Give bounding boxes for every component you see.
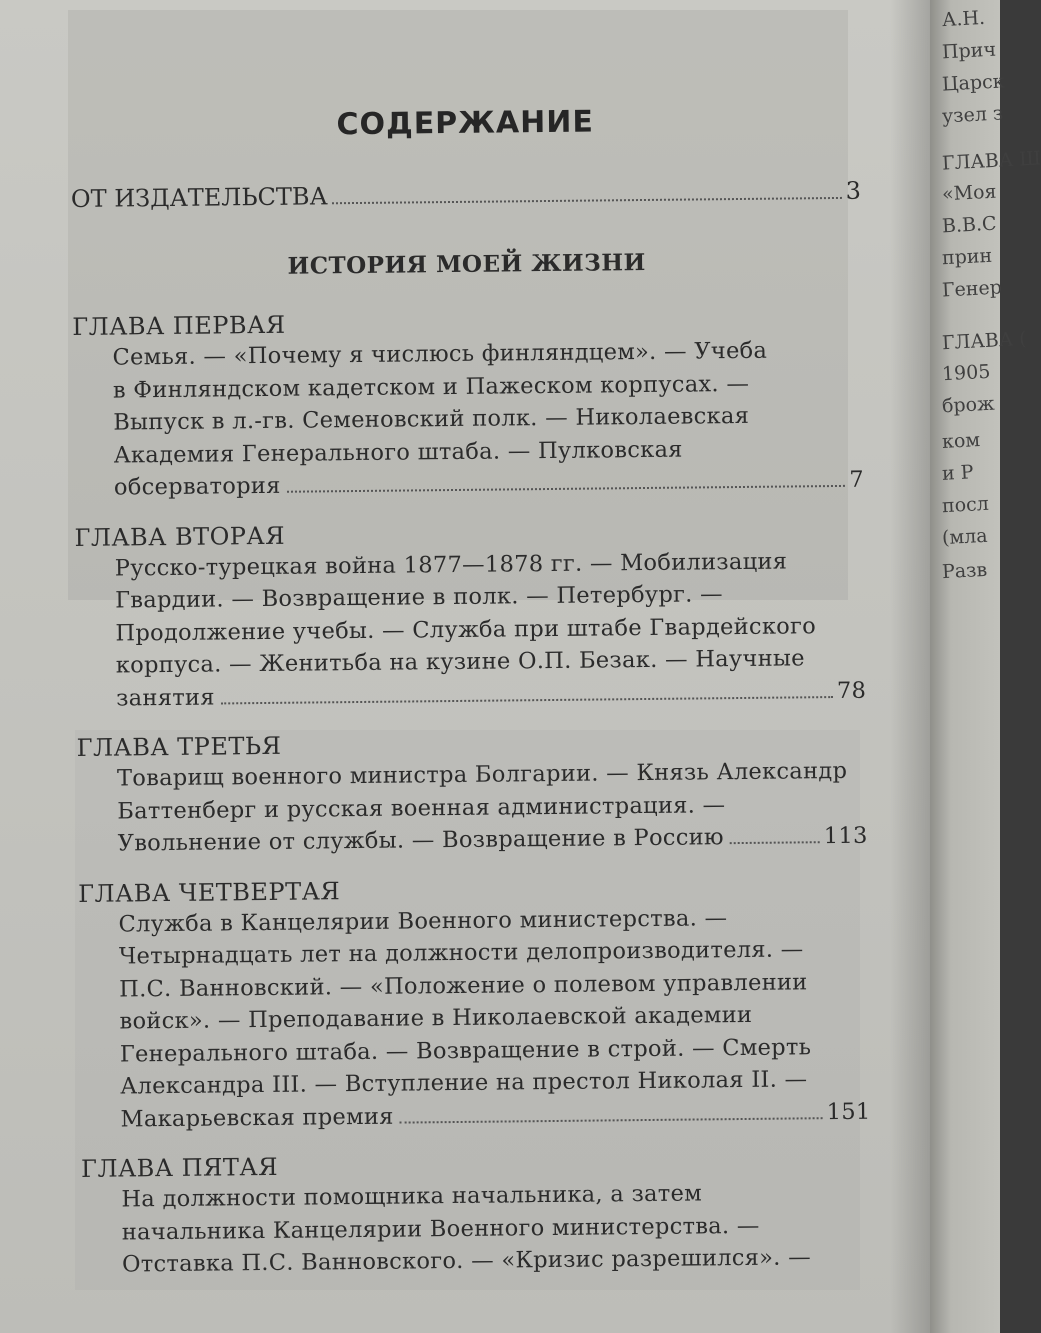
leader-dots [730, 841, 820, 844]
toc-entry-publisher [71, 175, 861, 215]
chapter-heading: ГЛАВА ТРЕТЬЯ [76, 731, 282, 762]
chapter-description [77, 755, 868, 861]
next-page-text-fragment: Разв [941, 558, 988, 584]
toc-page-number: 151 [826, 1098, 871, 1125]
next-page-text-fragment: Царск [941, 70, 1006, 96]
chapter-heading: ГЛАВА ВТОРАЯ [74, 521, 286, 552]
description-last-line [118, 820, 868, 860]
description-line: На должности помощника начальника, а затем [121, 1180, 703, 1213]
next-page-text-fragment: брож [941, 392, 996, 418]
description-line: Служба в Канцелярии Военного министерства. — [118, 904, 728, 938]
chapter-entry [78, 870, 871, 1136]
leader-dots [287, 485, 846, 493]
leader-dots [332, 197, 842, 204]
next-page-text-fragment: 1905 [941, 360, 991, 386]
description-line: Четырнадцать лет на должности делопроизводителя. — [118, 936, 804, 970]
description-line: П.С. Ванновский. — «Положение о полевом управлении [119, 968, 808, 1003]
toc-entry-label: ОТ ИЗДАТЕЛЬСТВА [70, 182, 328, 213]
chapter-heading: ГЛАВА ЧЕТВЕРТАЯ [78, 876, 341, 908]
description-line: Александра III. — Вступление на престол Николая II. — [120, 1066, 808, 1100]
description-line: Товарищ военного министра Болгарии. — Князь Александр [116, 757, 848, 792]
description-line: Увольнение от службы. — Возвращение в Россию [117, 824, 724, 857]
section-title: ИСТОРИЯ МОЕЙ ЖИЗНИ [287, 248, 646, 280]
chapter-description [75, 544, 867, 715]
chapter-entry [77, 725, 868, 861]
next-page-text-fragment: «Моя [941, 180, 998, 206]
toc-page-number: 78 [836, 677, 867, 704]
chapter-heading: ГЛАВА ПЯТАЯ [80, 1152, 279, 1183]
description-line: Отставка П.С. Ванновского. — «Кризис разрешился». — [121, 1244, 812, 1278]
description-line: Выпуск в л.-гв. Семеновский полк. — Николаевская [113, 402, 750, 436]
next-page-text-fragment: ком [941, 429, 981, 453]
chapter-list [72, 304, 872, 1282]
description-line: обсерватория [113, 472, 281, 501]
toc-page-number: 113 [823, 822, 868, 850]
description-line: занятия [116, 684, 215, 712]
description-line: Академия Генерального штаба. — Пулковская [113, 436, 683, 469]
description-line: в Финляндском кадетском и Пажеском корпусах. — [112, 370, 750, 404]
description-line: начальника Канцелярии Военного министерства. — [121, 1212, 760, 1246]
chapter-description [81, 1176, 872, 1282]
toc-page-number: 7 [849, 466, 865, 493]
description-line: Семья. — «Почему я числюсь финляндцем». — Учеба [112, 337, 768, 371]
next-page-text-fragment: и Р [941, 461, 975, 485]
leader-dots [400, 1117, 823, 1123]
chapter-entry [74, 514, 866, 715]
next-page-text-fragment: посл [941, 492, 990, 518]
leader-dots [221, 696, 833, 704]
description-last-line [114, 464, 864, 504]
description-line: Макарьевская премия [120, 1103, 394, 1133]
next-page-text-fragment: ГЛАВА ( [941, 327, 1028, 355]
description-line: Продолжение учебы. — Служба при штабе Гвардейского [115, 612, 817, 647]
next-page-text-fragment: (мла [941, 524, 989, 550]
chapter-entry [72, 304, 864, 505]
description-line: войск». — Преподавание в Николаевской академии [119, 1001, 753, 1035]
next-page-text-fragment: прин [941, 244, 993, 270]
contents-title: СОДЕРЖАНИЕ [336, 104, 595, 143]
description-line: Гвардии. — Возвращение в полк. — Петербург. — [115, 581, 724, 614]
description-line: Баттенберг и русская военная администрация. — [117, 791, 726, 825]
description-line: Генерального штаба. — Возвращение в строй. — Смерть [119, 1033, 812, 1068]
next-page-text-fragment: ГЛАВА Ш [941, 147, 1041, 175]
next-page-text-fragment: В.В.С [941, 212, 998, 238]
next-page-text-fragment: А.Н. [941, 6, 986, 32]
chapter-description [72, 334, 864, 505]
chapter-description [78, 900, 870, 1136]
description-line: корпуса. — Женитьба на кузине О.П. Безак. — Научные [115, 645, 805, 679]
toc-page-number: 3 [845, 176, 862, 205]
chapter-entry [81, 1146, 872, 1282]
description-line: Русско-турецкая война 1877—1878 гг. — Мобилизация [114, 548, 788, 582]
description-last-line [120, 1095, 870, 1135]
next-page-text-fragment: Прич [941, 38, 997, 64]
book-page-right-edge [930, 0, 1041, 1333]
chapter-heading: ГЛАВА ПЕРВАЯ [72, 310, 286, 341]
table-of-contents [70, 102, 872, 1300]
next-page-text-fragment: Генер [941, 276, 1003, 302]
next-page-text-fragment: узел з [941, 102, 1004, 128]
